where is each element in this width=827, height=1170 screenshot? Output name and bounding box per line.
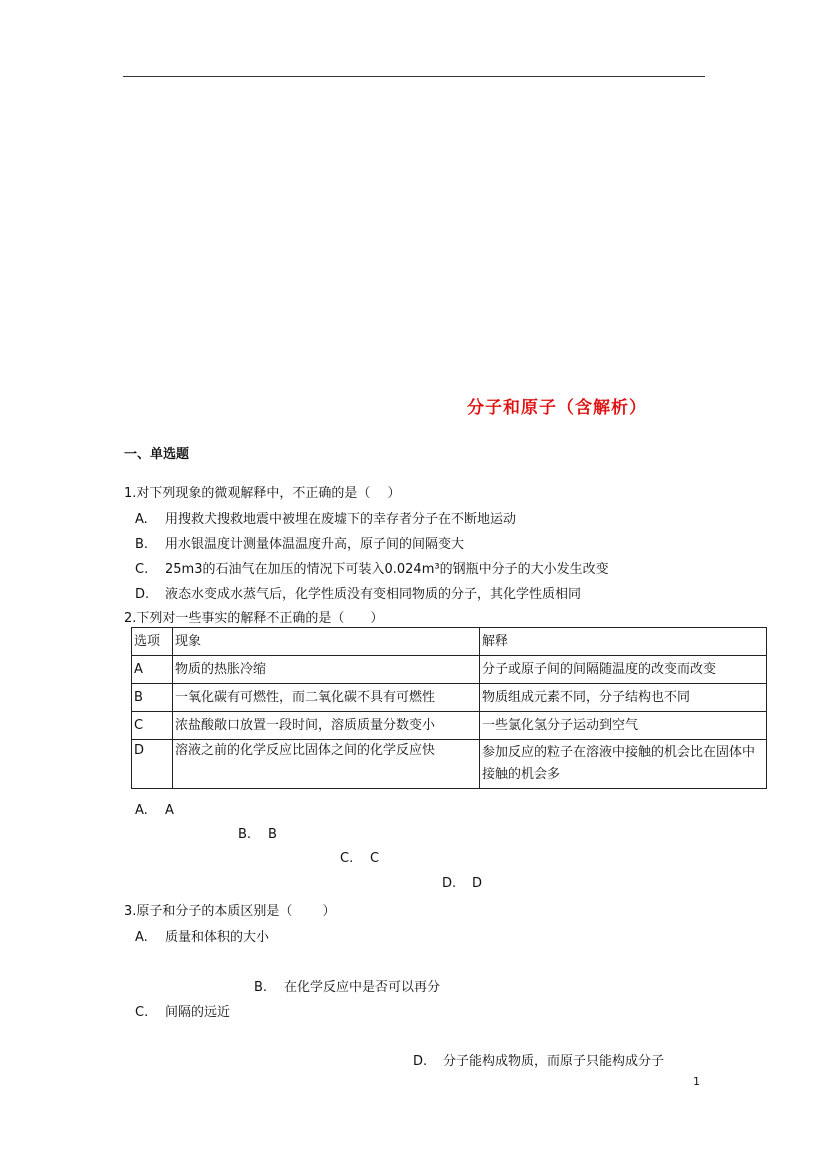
question-1-option-c[interactable] [135, 558, 609, 577]
table-cell: 参加反应的粒子在溶液中接触的机会比在固体中接触的机会多 [480, 740, 767, 789]
header-rule [123, 76, 705, 77]
option-letter: D. [442, 876, 457, 891]
question-2-option-b[interactable] [238, 827, 277, 842]
table-cell: 一氧化碳有可燃性，而二氧化碳不具有可燃性 [173, 684, 480, 712]
table-cell: 分子或原子间的间隔随温度的改变而改变 [480, 656, 767, 684]
question-3-option-d[interactable] [413, 1050, 664, 1069]
option-letter: B. [254, 980, 268, 995]
option-letter: A. [135, 930, 148, 945]
page-number: 1 [693, 1075, 700, 1088]
question-3-option-b[interactable] [254, 976, 440, 995]
table-cell: D [132, 740, 173, 789]
table-cell: 物质组成元素不同，分子结构也不同 [480, 684, 767, 712]
option-text: 用搜救犬搜救地震中被埋在废墟下的幸存者分子在不断地运动 [165, 512, 517, 527]
table-cell: 浓盐酸敞口放置一段时间，溶质质量分数变小 [173, 712, 480, 740]
option-text: C [370, 851, 380, 866]
document-title: 分子和原子（含解析） [467, 398, 647, 418]
option-letter: D. [413, 1054, 428, 1069]
option-text: D [472, 876, 483, 891]
question-3-stem: 3.原子和分子的本质区别是（ ） [124, 904, 336, 919]
table-cell: 溶液之前的化学反应比固体之间的化学反应快 [173, 740, 480, 789]
option-text: 质量和体积的大小 [165, 930, 270, 945]
option-text: B [268, 827, 277, 842]
question-1-option-d[interactable] [135, 583, 581, 602]
option-text: A [165, 803, 174, 818]
table-header-row [132, 628, 767, 656]
question-2-option-d[interactable] [442, 876, 482, 891]
option-letter: C. [135, 562, 149, 577]
option-letter: C. [135, 1005, 149, 1020]
option-text: 分子能构成物质，而原子只能构成分子 [443, 1054, 665, 1069]
table-header-cell: 现象 [173, 628, 480, 656]
option-letter: A. [135, 803, 148, 818]
table-cell: C [132, 712, 173, 740]
question-3-option-c[interactable] [135, 1001, 230, 1020]
option-text: 间隔的远近 [165, 1005, 231, 1020]
question-3-option-a[interactable] [135, 926, 269, 945]
question-2-option-c[interactable] [340, 851, 379, 866]
question-1-stem: 1.对下列现象的微观解释中，不正确的是（ ） [124, 486, 401, 501]
table-header-cell: 选项 [132, 628, 173, 656]
option-letter: D. [135, 587, 150, 602]
table-row [132, 656, 767, 684]
table-cell: B [132, 684, 173, 712]
option-text: 液态水变成水蒸气后，化学性质没有变相同物质的分子，其化学性质相同 [165, 587, 582, 602]
table-cell: A [132, 656, 173, 684]
option-letter: B. [135, 537, 149, 552]
question-1-option-a[interactable] [135, 508, 516, 527]
option-letter: C. [340, 851, 354, 866]
table-cell: 物质的热胀冷缩 [173, 656, 480, 684]
table-cell: 一些氯化氢分子运动到空气 [480, 712, 767, 740]
option-letter: A. [135, 512, 148, 527]
option-text: 在化学反应中是否可以再分 [284, 980, 441, 995]
table-header-cell: 解释 [480, 628, 767, 656]
section-heading: 一、单选题 [124, 447, 190, 462]
question-1-option-b[interactable] [135, 533, 464, 552]
table-row [132, 684, 767, 712]
option-text: 用水银温度计测量体温温度升高，原子间的间隔变大 [165, 537, 465, 552]
option-letter: B. [238, 827, 252, 842]
table-row [132, 740, 767, 789]
question-2-table [131, 627, 767, 789]
question-2-stem: 2.下列对一些事实的解释不正确的是（ ） [124, 611, 384, 626]
table-row [132, 712, 767, 740]
option-text: 25m3的石油气在加压的情况下可装入0.024m³的钢瓶中分子的大小发生改变 [165, 562, 609, 577]
question-2-option-a[interactable] [135, 803, 174, 818]
